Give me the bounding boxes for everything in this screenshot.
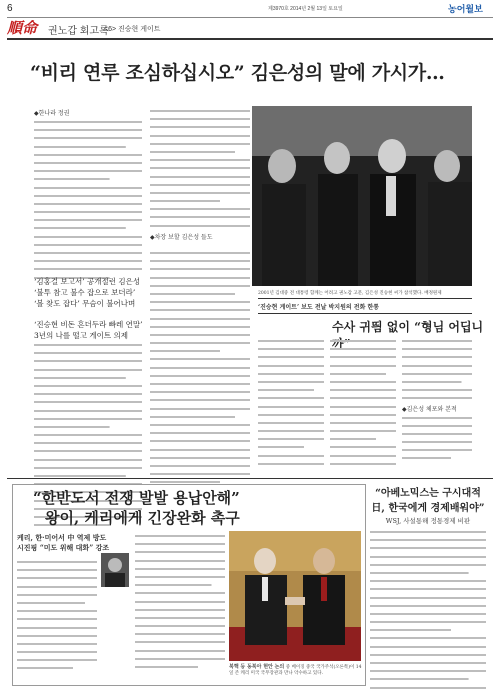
handshake-caption-title: 북핵 등 동북아 현안 논의 [229,664,285,670]
pull-quote-4: ‘진승현 비돈 흔더두라 빠레 연말’ [34,320,143,329]
handshake-caption-text: 중 베이징 중국 국가주석(오른쪽)이 14일 존 케리 미국 국무장관과 만나 악수하고 있다. [229,665,362,676]
series-title: 권노갑 회고록 [48,26,109,37]
bottom-left-story [12,484,366,686]
bottom-right-text [370,529,486,693]
pull-quote-5: 3년의 나를 떨고 게이트 의제 [34,331,129,340]
lead-subhead: ◆한나라 정권 [34,110,70,117]
pull-quote-3: ‘볼 찾도 잡다’ 무슴이 불어나며 [34,299,136,308]
handshake-caption [229,663,363,676]
section2-col3 [402,338,472,464]
page-number: 6 [7,3,13,14]
pull-quote-box [34,276,146,341]
section2-col1 [258,338,324,469]
bottom-rule [7,478,493,479]
bottom-right-headline-2: 日, 한국에게 경제배워야” [371,503,485,514]
bottom-headline-2: 왕이, 케리에게 긴장완화 촉구 [45,509,240,527]
kerry-xi-photo-image [229,531,361,661]
issue-date: 제3970호 2014년 2월 13일 토요일 [268,6,343,12]
bottom-right-story [370,484,486,684]
pull-quote-2: ‘불투 참고 불수 잡으로 보더라’ [34,288,136,297]
reporter-photo [101,553,129,587]
handshake-photo [229,531,361,661]
newspaper-logo: 농어월보 [448,4,483,14]
bottom-headline-1: “한반도서 전쟁 발발 용납안해” [33,489,240,507]
center-column-lower [150,250,250,487]
series-rule [7,38,493,40]
main-headline: “비리 연루 조심하십시오” 김은성의 말에 가시가… [30,62,445,84]
gate-label: ‘진승현 게이트’ 보도 전날 박지원의 전화 한통 [258,304,380,311]
bottom-left-col2 [135,533,225,672]
deck-line-2: 시진핑 “미도 위해 대화” 강조 [17,543,110,552]
deck-line-1: 케리, 한·미어서 中 역제 방도 [17,533,107,542]
bottom-right-deck: WSJ, 사설통해 정통경제 비판 [385,517,471,525]
bottom-right-headline-1: “아베노믹스는 구시대적 [375,488,481,499]
section2-col2 [330,338,396,469]
officials-photo-image [252,106,472,286]
mid-subhead: ◆차장 보할 김은성 들도 [150,234,213,241]
lead-text [34,119,142,283]
section2-subhead: ◆김은성 체포와 본적 [402,405,457,413]
section2-headline: 수사 귀띔 없이 “형님 어딥니 [332,320,484,334]
series-subtitle: <6> 진승현 게이트 [104,26,161,33]
lead-column [34,108,142,283]
main-photo [252,106,472,286]
pull-quote-1: ‘김홍걸 보고서’ 공개절런 김은성 [34,277,141,286]
series-logo: 順命 [7,19,38,37]
center-column-text [150,108,250,231]
bottom-left-col1 [17,559,97,674]
header-rule [7,17,493,18]
gate-label-bar [258,298,472,314]
photo-caption: 2001년 김대중 전 대통령 함께는 어려고 권노갑 고문, 김은성 진승현 씨가 참석했다. 배정원제 [258,291,442,296]
